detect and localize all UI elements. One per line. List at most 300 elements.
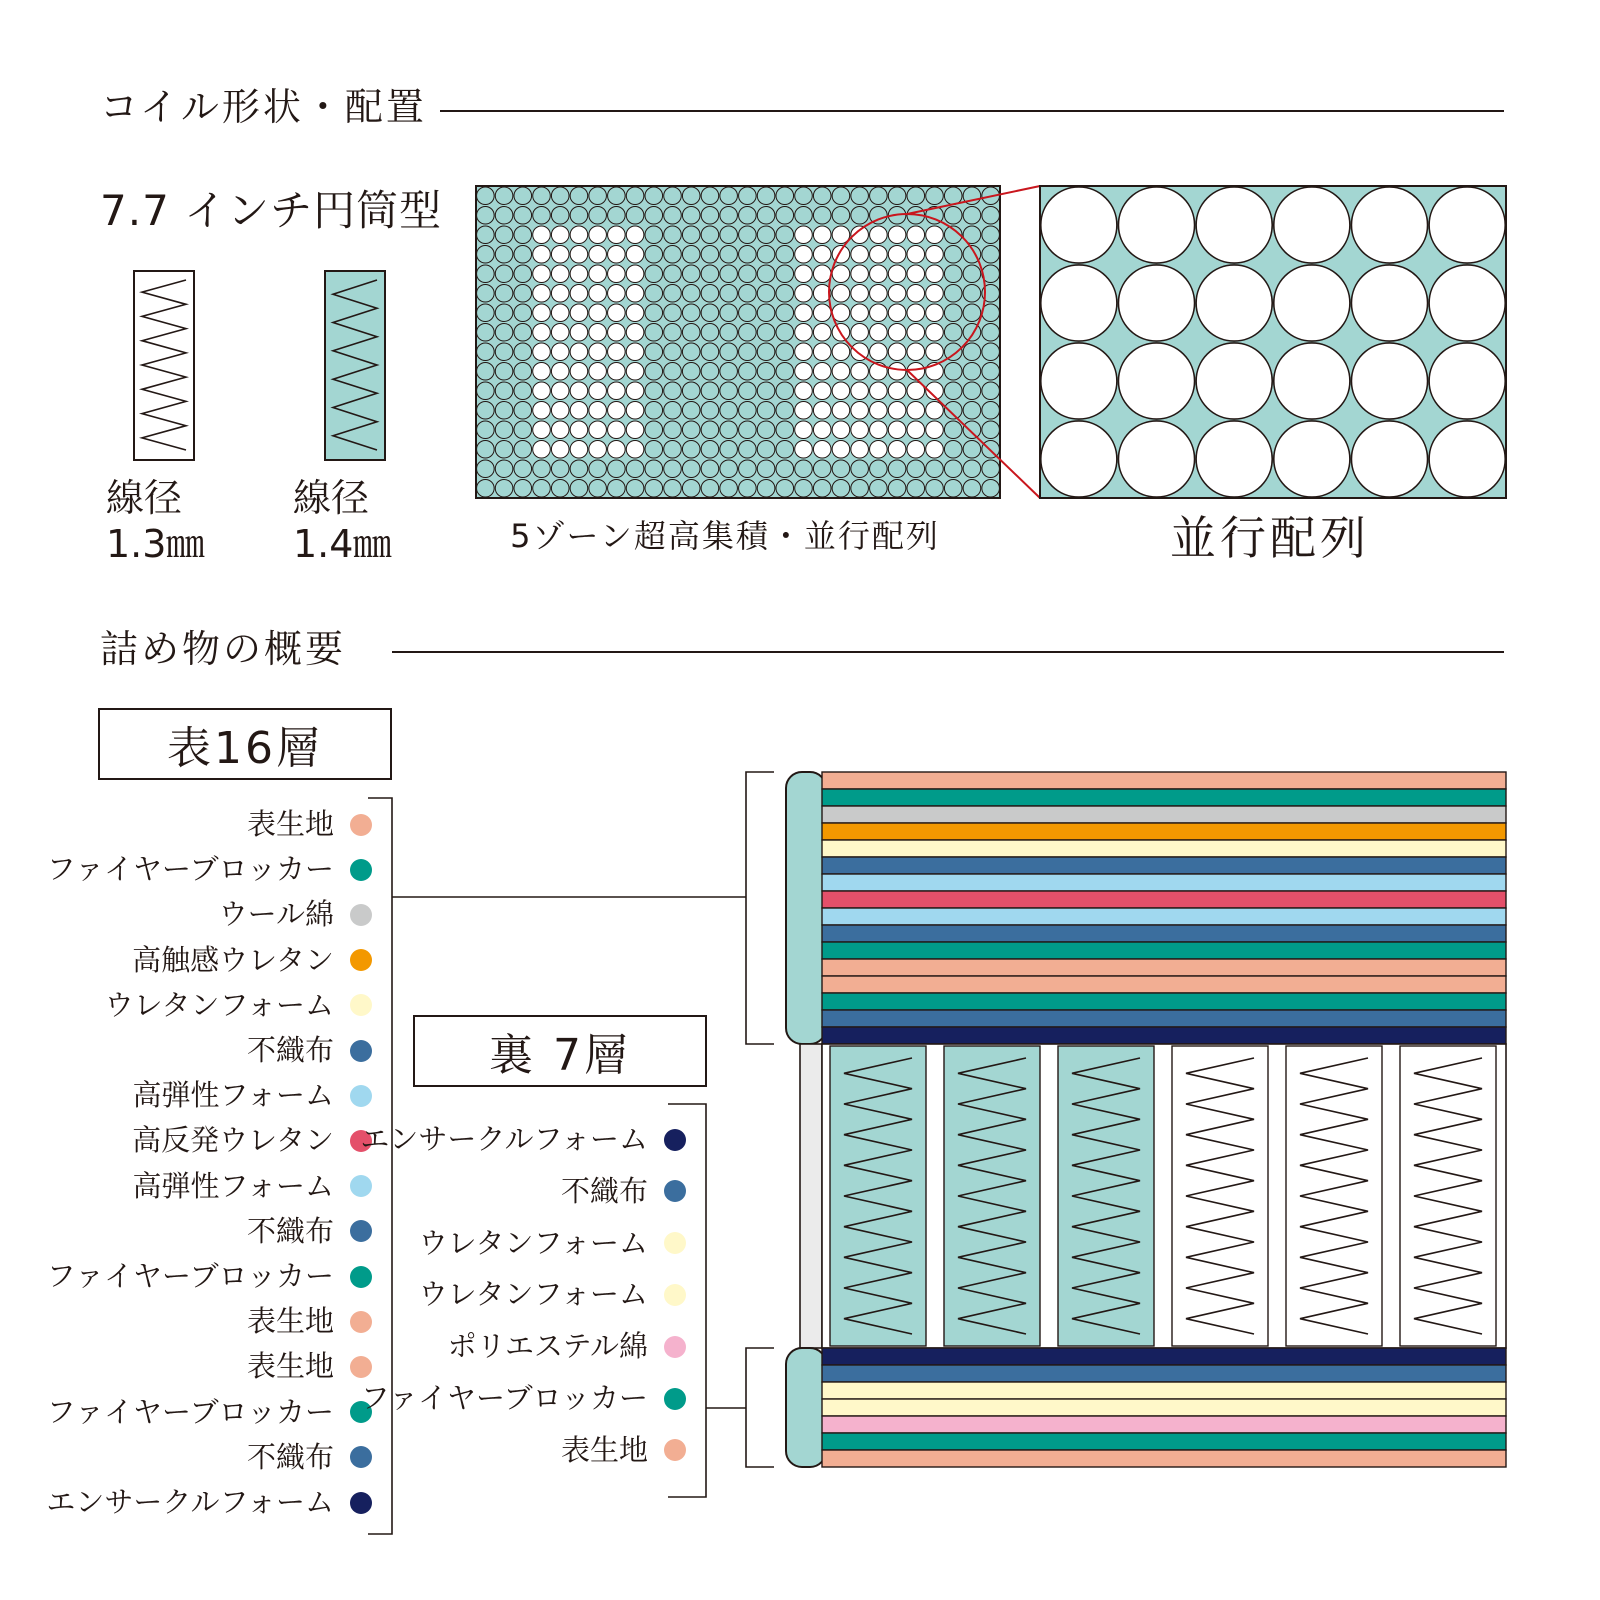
coil-cell (944, 440, 962, 458)
coil-cell (514, 382, 532, 400)
coil-cell (982, 226, 1000, 244)
legend-label: ファイヤーブロッカー (360, 1381, 648, 1415)
coil-cell (870, 401, 888, 419)
coil-cell (514, 440, 532, 458)
zoom-coil (1274, 187, 1350, 263)
top-border-tab (786, 772, 826, 1044)
coil-cell (477, 187, 495, 205)
zoom-coil (1041, 187, 1117, 263)
coil-cell (907, 323, 925, 341)
zoom-coil (1274, 343, 1350, 419)
coil-cell (870, 284, 888, 302)
coil-cell (813, 323, 831, 341)
coil-cell (664, 284, 682, 302)
coil-cell (682, 382, 700, 400)
bottom-layer-band (822, 1433, 1506, 1450)
coil-cell (870, 479, 888, 497)
coil-cell (813, 401, 831, 419)
zoom-coil (1041, 343, 1117, 419)
coil-cell (551, 284, 569, 302)
coil-cell (982, 382, 1000, 400)
coil-cell (739, 460, 757, 478)
coil-cell (533, 265, 551, 283)
coil-cell (926, 187, 944, 205)
coil-cell (739, 206, 757, 224)
coil-cell (795, 343, 813, 361)
coil-cell (776, 187, 794, 205)
legend-item (246, 1213, 372, 1248)
coil-cell (589, 284, 607, 302)
coil-cell (739, 304, 757, 322)
legend-color-dot (350, 1492, 372, 1514)
coil-cell (813, 479, 831, 497)
coil-cell (645, 245, 663, 263)
legend-label: 不織布 (246, 1033, 334, 1067)
coil-cell (495, 421, 513, 439)
coil-cell (589, 401, 607, 419)
coil-cell (682, 421, 700, 439)
coil-cell (664, 479, 682, 497)
coil-cell (907, 226, 925, 244)
coil-cell (514, 421, 532, 439)
bottom-layer-band (822, 1399, 1506, 1416)
coil-cell (739, 226, 757, 244)
coil-cell (720, 265, 738, 283)
parallel-caption: 並行配列 (1170, 511, 1370, 565)
coil-cell (514, 206, 532, 224)
coil-cell (682, 187, 700, 205)
top-layer-band (822, 789, 1506, 806)
legend-label: 不織布 (560, 1173, 648, 1208)
coil-cell (776, 440, 794, 458)
coil-cell (551, 362, 569, 380)
coil-cell (757, 226, 775, 244)
legend-item (246, 1304, 372, 1339)
coil-cell (701, 362, 719, 380)
coil-cell (926, 304, 944, 322)
coil-cell (851, 245, 869, 263)
coil-cell (832, 343, 850, 361)
coil-cell (645, 226, 663, 244)
coil-cell (570, 421, 588, 439)
coil-cell (944, 421, 962, 439)
coil-cell (813, 440, 831, 458)
top-layer-band (822, 1027, 1506, 1044)
coil-cell (776, 323, 794, 341)
zoom-coil (1196, 343, 1272, 419)
coil-cell (757, 440, 775, 458)
legend-label: ウレタンフォーム (104, 987, 334, 1022)
coil-cell (944, 206, 962, 224)
coil-cell (701, 421, 719, 439)
coil-cell (551, 382, 569, 400)
coil-cell (963, 362, 981, 380)
zoom-coil (1429, 343, 1505, 419)
coil-cell (795, 206, 813, 224)
coil-cell (645, 460, 663, 478)
coil-cell (533, 421, 551, 439)
coil-cell (851, 362, 869, 380)
top-layer-band (822, 925, 1506, 942)
coil-cell (870, 226, 888, 244)
coil-cell (645, 440, 663, 458)
coil-cell (570, 284, 588, 302)
coil-cell (888, 479, 906, 497)
legend-item (46, 852, 372, 887)
coil-cell (608, 304, 626, 322)
coil-cell (589, 479, 607, 497)
coil-cell (626, 440, 644, 458)
coil-cell (626, 343, 644, 361)
coil-cell (514, 362, 532, 380)
coil-cell (944, 460, 962, 478)
coil-cell (645, 206, 663, 224)
coil-cell (907, 479, 925, 497)
legend-label: ファイヤーブロッカー (46, 1259, 334, 1293)
legend-label: ウール綿 (218, 897, 334, 932)
legend-label: ウレタンフォーム (418, 1277, 648, 1312)
coil-cell (514, 284, 532, 302)
coil-cell (570, 401, 588, 419)
coil-cell (551, 440, 569, 458)
coil-cell (701, 401, 719, 419)
coil-cell (795, 460, 813, 478)
coil-cell (926, 479, 944, 497)
coil-cell (626, 304, 644, 322)
coil-cell (701, 323, 719, 341)
coil-cell (570, 206, 588, 224)
top-layer-band (822, 891, 1506, 908)
coil-cell (608, 284, 626, 302)
coil-cell (795, 382, 813, 400)
coil-cell (739, 421, 757, 439)
coil-cell (570, 265, 588, 283)
wire-value: 1.3㎜ (106, 522, 205, 566)
legend-item (46, 1485, 372, 1519)
coil-cell (514, 343, 532, 361)
coil-cell (682, 479, 700, 497)
coil-cell (608, 421, 626, 439)
coil-cell (701, 343, 719, 361)
coil-cell (963, 440, 981, 458)
coil-cell (926, 226, 944, 244)
coil-cell (664, 343, 682, 361)
coil-icons (134, 271, 385, 460)
top-layer-band (822, 772, 1506, 789)
coil-cell (776, 460, 794, 478)
coil-cell (870, 382, 888, 400)
coil-cell (664, 265, 682, 283)
coil-cell (963, 265, 981, 283)
coil-cell (851, 440, 869, 458)
coil-cell (533, 401, 551, 419)
coil-cell (570, 245, 588, 263)
coil-cell (813, 362, 831, 380)
coil-cell (495, 226, 513, 244)
legend-label: ファイヤーブロッカー (46, 852, 334, 887)
coil-cell (626, 362, 644, 380)
coil-cell (514, 460, 532, 478)
coil-cell (664, 245, 682, 263)
coil-cell (944, 401, 962, 419)
legend-label: 高弾性フォーム (132, 1168, 334, 1203)
coil-cell (682, 362, 700, 380)
wire-label: 線径 (293, 476, 370, 520)
coil-cell (776, 284, 794, 302)
coil-cell (907, 304, 925, 322)
coil-cell (795, 265, 813, 283)
legend-item (246, 807, 372, 841)
coil-cell (776, 382, 794, 400)
coil-cell (570, 479, 588, 497)
coil-cell (514, 265, 532, 283)
coil-cell (720, 187, 738, 205)
coil-cell (514, 323, 532, 341)
coil-cell (533, 284, 551, 302)
coil-cell (495, 284, 513, 302)
coil-cell (701, 382, 719, 400)
coil-cell (888, 440, 906, 458)
legend-label: 表生地 (246, 807, 334, 841)
coil-cell (589, 440, 607, 458)
coil-cell (926, 284, 944, 302)
coil-cell (888, 187, 906, 205)
coil-cell (514, 479, 532, 497)
legend-item (132, 1078, 372, 1113)
coil-cell (608, 226, 626, 244)
coil-cell (645, 479, 663, 497)
coil-cell (495, 382, 513, 400)
legend-item (246, 1439, 372, 1474)
coil-cell (570, 440, 588, 458)
zoom-coil (1041, 421, 1117, 497)
coil-cell (570, 187, 588, 205)
top-layer-band (822, 840, 1506, 857)
coil-cell (870, 343, 888, 361)
coil-cell (851, 206, 869, 224)
legend-label: 表生地 (560, 1432, 648, 1467)
coil-cell (757, 362, 775, 380)
coil-cell (551, 479, 569, 497)
coil-cell (645, 187, 663, 205)
coil-cell (888, 226, 906, 244)
coil-cell (963, 284, 981, 302)
coil-cell (757, 401, 775, 419)
coil-cell (589, 343, 607, 361)
coil-cell (776, 206, 794, 224)
coil-cell (851, 323, 869, 341)
coil-cell (477, 421, 495, 439)
coil-cell (477, 245, 495, 263)
coil-cell (813, 245, 831, 263)
coil-cell (682, 323, 700, 341)
coil-cell (757, 284, 775, 302)
coil-cell (589, 362, 607, 380)
top-layer-band (822, 959, 1506, 976)
coil-cell (813, 206, 831, 224)
coil-cell (626, 323, 644, 341)
legend-item (132, 1123, 372, 1158)
legend-item (46, 1259, 372, 1293)
coil-cell (776, 401, 794, 419)
coil-cell (533, 479, 551, 497)
coil-cell (645, 343, 663, 361)
zoom-coil (1274, 265, 1350, 341)
coil-cell (907, 284, 925, 302)
coil-cell (907, 401, 925, 419)
coil-cell (682, 284, 700, 302)
zoom-coil (1274, 421, 1350, 497)
coil-cell (533, 187, 551, 205)
coil-cell (963, 479, 981, 497)
coil-cell (795, 245, 813, 263)
coil-cell (813, 187, 831, 205)
coil-cell (495, 304, 513, 322)
zoom-coil (1351, 187, 1427, 263)
zoom-coil (1351, 265, 1427, 341)
coil-cell (926, 421, 944, 439)
coil-cell (551, 206, 569, 224)
coil-cell (739, 187, 757, 205)
coil-cell (495, 440, 513, 458)
coil-grid (476, 186, 1000, 498)
coil-cell (533, 304, 551, 322)
top-layer-band (822, 823, 1506, 840)
coil-cell (626, 187, 644, 205)
top-layer-band (822, 942, 1506, 959)
coil-cell (926, 460, 944, 478)
coil-cell (982, 323, 1000, 341)
coil-cell (888, 382, 906, 400)
legend-label: エンサークルフォーム (46, 1485, 334, 1519)
legend-color-dot (350, 994, 372, 1016)
coil-cell (870, 245, 888, 263)
coil-cell (907, 440, 925, 458)
coil-cell (477, 226, 495, 244)
coil-cell (720, 304, 738, 322)
coil-cell (682, 245, 700, 263)
legend-item (104, 987, 372, 1022)
coil-cell (926, 265, 944, 283)
bottom-mattress-bracket (746, 1348, 774, 1467)
bottom-layers-legend (360, 1122, 686, 1495)
coil-cell (926, 401, 944, 419)
coil-cell (888, 245, 906, 263)
coil-cell (907, 460, 925, 478)
coil-cell (533, 460, 551, 478)
legend-color-dot (664, 1232, 686, 1254)
legend-color-dot (664, 1388, 686, 1410)
coil-cell (533, 343, 551, 361)
coil-cell (477, 206, 495, 224)
zoom-coil (1118, 265, 1194, 341)
coil-cell (795, 226, 813, 244)
coil-cell (757, 421, 775, 439)
coil-cell (701, 460, 719, 478)
coil-cell (944, 362, 962, 380)
coil-cell (982, 479, 1000, 497)
coil-cell (589, 265, 607, 283)
coil-cell (832, 206, 850, 224)
coil-cell (757, 382, 775, 400)
side-panel (800, 1044, 822, 1348)
coil-cell (795, 304, 813, 322)
coil-cell (682, 401, 700, 419)
coil-cell (720, 226, 738, 244)
legend-item (246, 1033, 372, 1067)
coil-cell (645, 421, 663, 439)
coil-cell (795, 187, 813, 205)
coil-cell (626, 245, 644, 263)
coil-cell (589, 304, 607, 322)
zoom-coil (1351, 421, 1427, 497)
coil-cell (626, 460, 644, 478)
coil-cell (795, 323, 813, 341)
legend-label: 不織布 (246, 1439, 334, 1474)
coil-cell (795, 284, 813, 302)
coil-cell (533, 226, 551, 244)
coil-cell (701, 440, 719, 458)
coil-cell (757, 304, 775, 322)
legend-item (218, 897, 372, 932)
coil-cell (477, 460, 495, 478)
coil-cell (832, 187, 850, 205)
coil-cell (701, 187, 719, 205)
coil-cell (944, 245, 962, 263)
bottom-layer-band (822, 1382, 1506, 1399)
zoom-coil (1196, 265, 1272, 341)
legend-label: 高触感ウレタン (132, 942, 334, 977)
coil-cell (720, 323, 738, 341)
top-layers-title: 表16層 (98, 708, 392, 780)
coil-cell (477, 265, 495, 283)
coil-cell (477, 401, 495, 419)
coil-cell (551, 323, 569, 341)
zoom-coil (1041, 265, 1117, 341)
legend-label: ウレタンフォーム (418, 1225, 648, 1260)
coil-cell (645, 284, 663, 302)
coil-cell (701, 479, 719, 497)
coil-cell (514, 401, 532, 419)
coil-cell (720, 245, 738, 263)
coil-cell (495, 187, 513, 205)
coil-cell (495, 479, 513, 497)
coil-cell (570, 362, 588, 380)
coil-cell (776, 421, 794, 439)
coil-cell (608, 323, 626, 341)
zoom-coil (1429, 421, 1505, 497)
coil-cell (851, 479, 869, 497)
coil-cell (944, 382, 962, 400)
filling-section-title: 詰め物の概要 (100, 627, 347, 671)
coil-cell (626, 206, 644, 224)
coil-cell (982, 460, 1000, 478)
coil-cell (664, 382, 682, 400)
coil-cell (514, 304, 532, 322)
coil-cell (720, 206, 738, 224)
coil-cell (870, 421, 888, 439)
coil-cell (570, 304, 588, 322)
coil-cell (813, 304, 831, 322)
legend-item (447, 1329, 686, 1364)
legend-color-dot (350, 859, 372, 881)
coil-cell (664, 304, 682, 322)
coil-cell (795, 421, 813, 439)
coil-cell (739, 362, 757, 380)
coil-cell (551, 460, 569, 478)
coil-cell (944, 323, 962, 341)
coil-cell (664, 226, 682, 244)
